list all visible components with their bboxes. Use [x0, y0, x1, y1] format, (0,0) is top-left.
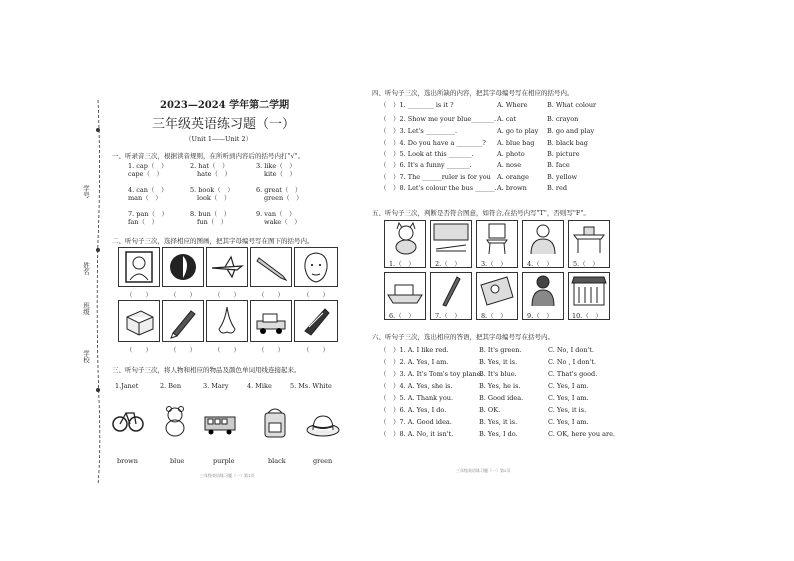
s2-answer-8[interactable]: （ ）	[214, 346, 240, 354]
s1-item-2b: hate（ ）	[197, 170, 232, 178]
s1-item-8b: fun（ ）	[197, 218, 228, 226]
s6-q4: （ ）4. A. Yes, she is.	[380, 382, 453, 390]
s6-q7-c: C. Yes, I am.	[548, 418, 589, 426]
s1-item-1a: 1. cap（ ）	[128, 162, 168, 170]
s1-item-1b: cape（ ）	[128, 170, 164, 178]
s3-person-3: 3. Mary	[203, 382, 229, 390]
s3-color-2: blue	[170, 457, 185, 465]
page-title: 三年级英语练习题（一）	[152, 117, 296, 132]
s2-answer-5[interactable]: （ ）	[303, 291, 329, 299]
s4-q6-b: B. face	[547, 161, 570, 169]
margin-label-name: 姓名	[82, 262, 90, 275]
footer-right: 三年级英语练习题（一）第2页	[456, 468, 511, 473]
s4-q1: （ ）1. ________ is it ?	[380, 101, 454, 109]
s1-item-7b: fan（ ）	[128, 218, 158, 226]
picture-backpack	[260, 405, 290, 439]
s3-person-2: 2. Ben	[160, 382, 182, 390]
s5-label-6[interactable]: 6.（ ）	[389, 312, 415, 320]
s3-color-1: brown	[117, 457, 138, 465]
s2-answer-2[interactable]: （ ）	[170, 291, 196, 299]
s5-label-10[interactable]: 10.（ ）	[572, 312, 602, 320]
s4-q6: （ ）6. It's a funny _______.	[380, 161, 472, 169]
s6-q1-b: B. It's green.	[479, 346, 522, 354]
section-6-title: 六、听句子三次，选出相应的答语，把其字母编号写在括号内。	[372, 333, 554, 341]
s4-q2: （ ）2. Show me your blue_______.	[380, 115, 497, 123]
picture-nose	[206, 300, 248, 342]
s6-q6-b: B. OK.	[479, 406, 501, 414]
s4-q7-b: B. yellow	[547, 173, 578, 181]
s5-label-5[interactable]: 5.（ ）	[573, 260, 599, 268]
s1-item-5a: 5. book（ ）	[190, 186, 234, 194]
s6-q3: （ ）3. A. It's Tom's toy plane.	[380, 370, 483, 378]
s1-item-6b: green（ ）	[264, 194, 303, 202]
s1-item-4b: man（ ）	[128, 194, 162, 202]
s3-color-4: black	[268, 457, 286, 465]
s6-q5-b: B. Good idea.	[479, 394, 524, 402]
picture-boat	[294, 300, 338, 342]
s2-answer-9[interactable]: （ ）	[258, 346, 284, 354]
s6-q6: （ ）6. A. Yes, I do.	[380, 406, 447, 414]
s6-q5-c: C. Yes, I am.	[548, 394, 589, 402]
section-4-title: 四、听句子三次，选出所缺的内容，把其字母编号写在相应的括号内。	[372, 89, 574, 97]
s6-q8-c: C. OK, here you are.	[548, 430, 615, 438]
s3-person-4: 4. Mike	[247, 382, 272, 390]
s6-q6-c: C. Yes, it is.	[548, 406, 587, 414]
s6-q8: （ ）8. A. No, it isn't.	[380, 430, 454, 438]
s1-item-9b: wake（ ）	[264, 218, 301, 226]
s5-label-9[interactable]: 9.（ ）	[527, 312, 553, 320]
s4-q4-a: A. blue bag	[497, 139, 535, 147]
s4-q8-b: B. red	[547, 184, 568, 192]
s3-person-5: 5. Ms. White	[290, 382, 332, 390]
s6-q2: （ ）2. A. Yes, I am.	[380, 358, 449, 366]
s1-item-3a: 3. like（ ）	[256, 162, 296, 170]
s1-item-3b: kite（ ）	[264, 170, 296, 178]
s4-q4: （ ）4. Do you have a ________?	[380, 139, 486, 147]
s1-item-5b: look（ ）	[197, 194, 231, 202]
picture-bicycle	[112, 405, 144, 433]
s4-q1-b: B. What colour	[547, 101, 597, 109]
s4-q5-a: A. photo	[497, 150, 525, 158]
s1-item-2a: 2. hat（ ）	[190, 162, 229, 170]
s4-q8-a: A. brown	[497, 184, 527, 192]
picture-portrait	[118, 247, 160, 287]
s1-item-8a: 8. bun（ ）	[190, 210, 231, 218]
s5-label-1[interactable]: 1.（ ）	[389, 260, 415, 268]
s1-item-9a: 9. van（ ）	[256, 210, 296, 218]
s6-q7: （ ）7. A. Good idea.	[380, 418, 452, 426]
s4-q2-a: A. cat	[497, 115, 516, 123]
section-5-title: 五、听句子三次，判断是否符合图意，如符合,在括号内写"T"，否则写"F"。	[372, 209, 590, 217]
picture-toy-car	[250, 300, 292, 342]
school-year: 2023—2024 学年第二学期	[160, 100, 290, 111]
s2-answer-10[interactable]: （ ）	[303, 346, 329, 354]
s4-q1-a: A. Where	[497, 101, 528, 109]
s3-color-5: green	[313, 457, 333, 465]
unit-range: （Unit 1——Unit 2）	[185, 135, 253, 143]
s5-label-7[interactable]: 7.（ ）	[435, 312, 461, 320]
binding-line	[88, 90, 108, 490]
s4-q4-b: B. black bag	[547, 139, 588, 147]
s6-q8-b: B. Yes, I do.	[479, 430, 518, 438]
s4-q5-b: B. picture	[547, 150, 580, 158]
picture-bus	[203, 414, 237, 436]
binding-margin	[88, 90, 108, 490]
s4-q3-b: B. go and play	[547, 127, 595, 135]
s5-label-2[interactable]: 2.（ ）	[435, 260, 461, 268]
margin-label-school: 学校	[82, 350, 90, 363]
footer-left: 三年级英语练习题（一）第1页	[200, 473, 255, 478]
s2-answer-4[interactable]: （ ）	[258, 291, 284, 299]
s2-answer-6[interactable]: （ ）	[126, 346, 152, 354]
s6-q1: （ ）1. A. I like red.	[380, 346, 449, 354]
picture-head	[294, 247, 338, 287]
s4-q5: （ ）5. Look at this _______.	[380, 150, 474, 158]
s1-item-7a: 7. pan（ ）	[128, 210, 168, 218]
s6-q2-c: C. No , I don't.	[548, 358, 597, 366]
s6-q7-b: B. Yes, it is.	[479, 418, 518, 426]
s4-q3-a: A. go to play	[497, 127, 539, 135]
s1-item-4a: 4. can（ ）	[128, 186, 168, 194]
section-1-title: 一、听录音三次，根据读音规则，在所听到内容后的括号内打"√"。	[112, 152, 305, 160]
s6-q5: （ ）5. A. Thank you.	[380, 394, 454, 402]
s5-label-3[interactable]: 3.（ ）	[481, 260, 507, 268]
s4-q3: （ ）3. Let's _________.	[380, 127, 458, 135]
s6-q1-c: C. No, I don't.	[548, 346, 594, 354]
s4-q8: （ ）8. Let's colour the bus ______.	[380, 184, 497, 192]
picture-pen	[250, 247, 292, 287]
picture-plane	[206, 247, 248, 287]
s3-person-1: 1.Janet	[115, 382, 139, 390]
s5-label-4[interactable]: 4.（ ）	[527, 260, 553, 268]
s4-q7: （ ）7. The ______ruler is for you	[380, 173, 491, 181]
s6-q3-b: B. It's blue.	[479, 370, 517, 378]
s3-color-3: purple	[213, 457, 235, 465]
picture-hat	[305, 410, 341, 440]
s4-q2-b: B. crayon	[547, 115, 579, 123]
picture-face	[162, 247, 204, 287]
picture-crayon	[162, 300, 204, 342]
s6-q4-b: B. Yes, he is.	[479, 382, 521, 390]
picture-teddy-bear	[160, 405, 190, 437]
s2-answer-7[interactable]: （ ）	[170, 346, 196, 354]
s2-answer-1[interactable]: （ ）	[126, 291, 152, 299]
margin-label-student-no: 学号	[82, 185, 90, 198]
s2-answer-3[interactable]: （ ）	[214, 291, 240, 299]
s6-q2-b: B. Yes, it is.	[479, 358, 518, 366]
section-3-title: 三、听句子三次，将人物和相应的物品及颜色单词用线连接起来。	[112, 366, 301, 374]
s6-q3-c: C. That's good.	[548, 370, 598, 378]
s4-q7-a: A. orange	[497, 173, 529, 181]
margin-label-class: 班级	[82, 302, 90, 315]
s6-q4-c: C. Yes, I am.	[548, 382, 589, 390]
s1-item-6a: 6. great（ ）	[256, 186, 302, 194]
section-2-title: 二、听句子三次，选择相应的图画，把其字母编号写在图下的括号内。	[112, 237, 314, 245]
s5-label-8[interactable]: 8.（ ）	[481, 312, 507, 320]
s4-q6-a: A. nose	[497, 161, 522, 169]
picture-eraser	[118, 300, 160, 342]
